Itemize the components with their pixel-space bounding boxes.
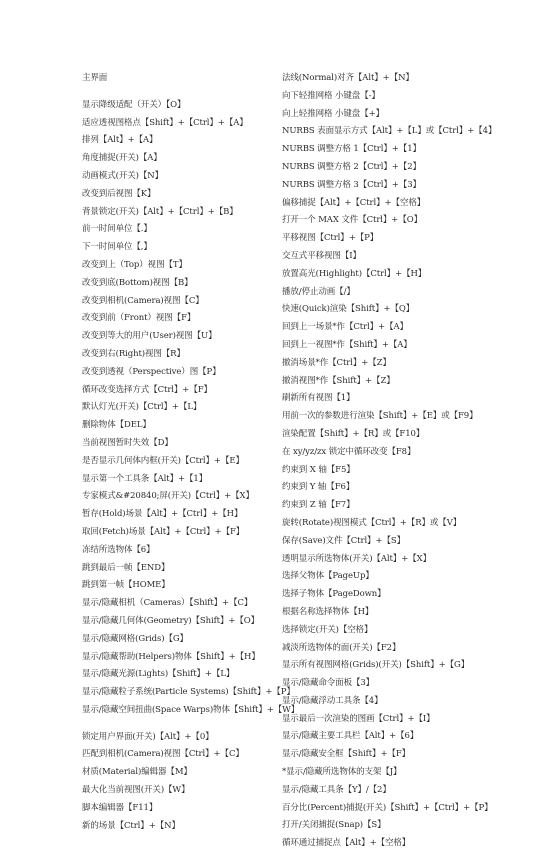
- left-column-line: 主界面: [82, 73, 108, 83]
- right-column-line: 播放/停止动画【/】: [282, 286, 355, 297]
- right-column-line: 法线(Normal)对齐【Alt】+【N】: [282, 73, 414, 83]
- left-column-line: 改变到底(Bottom)视图【B】: [82, 277, 193, 288]
- left-column-line: 最大化当前视图(开关)【W】: [82, 785, 190, 796]
- left-column-line: 显示/隐藏几何体(Geometry)【Shift】+【O】: [82, 615, 260, 626]
- right-column-line: 选择父物体【PageUp】: [282, 571, 374, 582]
- left-column: [82, 70, 300, 835]
- left-column-line: 适应透视图格点【Shift】+【Ctrl】+【A】: [82, 117, 248, 128]
- left-column-line: 默认灯光(开关)【Ctrl】+【L】: [82, 402, 202, 413]
- left-column-line: 改变到后视图【K】: [82, 188, 156, 199]
- left-column-line: 下一时间单位【,】: [82, 242, 152, 253]
- left-column-line: 改变到前（Front）视图【F】: [82, 313, 196, 324]
- left-column-line: 新的场景【Ctrl】+【N】: [82, 820, 180, 831]
- right-column-line: 旋转(Rotate)视图模式【Ctrl】+【R】或【V】: [282, 517, 462, 528]
- right-column-line: 显示/隐藏主要工具栏【Alt】+【6】: [282, 731, 419, 742]
- right-column-line: 向上轻推网格 小键盘【+】: [282, 108, 385, 119]
- right-column-line: 百分比(Percent)捕捉(开关)【Shift】+【Ctrl】+【P】: [282, 802, 493, 813]
- right-column-line: 撤消视图*作【Shift】+【Z】: [282, 375, 395, 386]
- left-column-line: 显示/隐藏空间扭曲(Space Warps)物体【Shift】+【W】: [82, 704, 300, 715]
- left-column-line: 跳到第一帧【HOME】: [82, 580, 170, 591]
- right-column-line: 显示/隐藏安全框【Shift】+【F】: [282, 749, 411, 760]
- left-column-line: 跳到最后一帧【END】: [82, 562, 170, 573]
- right-column-line: 回到上一场景*作【Ctrl】+【A】: [282, 322, 408, 333]
- left-column-line: 显示降级适配（开关）【O】: [82, 99, 186, 110]
- right-column-line: 快速(Quick)渲染【Shift】+【Q】: [282, 304, 415, 315]
- left-column-line: 改变到等大的用户(User)视图【U】: [82, 331, 217, 342]
- right-column-line: 选择子物体【PageDown】: [282, 589, 386, 600]
- right-column-line: 减淡所选物体的面(开关)【F2】: [282, 642, 401, 653]
- right-column-line: NURBS 表面显示方式【Alt】+【L】或【Ctrl】+【4】: [282, 126, 497, 137]
- left-column-line: 锁定用户界面(开关)【Alt】+【0】: [82, 731, 214, 742]
- left-column-line: 改变到相机(Camera)视图【C】: [82, 295, 204, 306]
- right-column-line: NURBS 调整方格 2【Ctrl】+【2】: [282, 161, 421, 172]
- right-column-line: 选择锁定(开关)【空格】: [282, 624, 373, 635]
- left-column-line: 动画模式(开关)【N】: [82, 170, 163, 181]
- left-column-line: 循环改变选择方式【Ctrl】+【F】: [82, 384, 212, 395]
- right-column-line: *显示/隐藏所选物体的支架【J】: [282, 767, 402, 778]
- right-column-line: 保存(Save)文件【Ctrl】+【S】: [282, 535, 406, 546]
- left-column-line: 显示/隐藏粒子系统(Particle Systems)【Shift】+【P】: [82, 687, 295, 698]
- right-column-line: 显示所有视图网格(Grids)(开关)【Shift】+【G】: [282, 660, 470, 671]
- right-column-line: 放置高光(Highlight)【Ctrl】+【H】: [282, 268, 427, 279]
- left-column-line: 取回(Fetch)场景【Alt】+【Ctrl】+【F】: [82, 526, 245, 537]
- right-column-line: 渲染配置【Shift】+【R】或【F10】: [282, 428, 425, 439]
- right-column-line: NURBS 调整方格 3【Ctrl】+【3】: [282, 179, 421, 190]
- right-column-line: 交互式平移视图【I】: [282, 250, 361, 261]
- right-column-line: 打开/关闭捕捉(Snap)【S】: [282, 820, 386, 831]
- left-column-line: 冻结所选物体【6】: [82, 544, 155, 555]
- left-column-line: 显示/隐藏网格(Grids)【G】: [82, 633, 188, 644]
- left-column-line: 匹配到相机(Camera)视图【Ctrl】+【C】: [82, 749, 244, 760]
- left-column-line: [82, 88, 272, 97]
- left-column-line: 显示/隐藏帮助(Helpers)物体【Shift】+【H】: [82, 651, 260, 662]
- left-column-line: 背景锁定(开关)【Alt】+【Ctrl】+【B】: [82, 206, 238, 217]
- right-column-line: 显示/隐藏浮动工具条【4】: [282, 695, 383, 706]
- left-column-line: 暂存(Hold)场景【Alt】+【Ctrl】+【H】: [82, 509, 243, 520]
- right-column-line: NURBS 调整方格 1【Ctrl】+【1】: [282, 144, 421, 155]
- right-column-line: 约束到 Z 轴【F7】: [282, 500, 355, 511]
- right-column-line: 撤消场景*作【Ctrl】+【Z】: [282, 357, 391, 368]
- right-column: [282, 70, 532, 853]
- left-column-line: 材质(Material)编辑器【M】: [82, 767, 192, 778]
- left-column-line: 显示/隐藏光源(Lights)【Shift】+【L】: [82, 669, 235, 680]
- right-column-line: 回到上一视图*作【Shift】+【A】: [282, 339, 412, 350]
- right-column-line: 透明显示所选物体(开关)【Alt】+【X】: [282, 553, 431, 564]
- right-column-line: 循环通过捕捉点【Alt】+【空格】: [282, 838, 411, 849]
- right-column-line: 平移视图【Ctrl】+【P】: [282, 233, 379, 244]
- right-column-line: 显示/隐藏命令面板【3】: [282, 678, 375, 689]
- left-column-line: 当前视图暂时失效【D】: [82, 437, 173, 448]
- right-column-line: 在 xy/yz/zx 锁定中循环改变【F8】: [282, 446, 416, 457]
- left-column-line: 角度捕捉(开关)【A】: [82, 153, 162, 164]
- right-column-line: 向下轻推网格 小键盘【-】: [282, 90, 380, 101]
- left-column-line: 专家模式&#20840;屏(开关)【Ctrl】+【X】: [82, 491, 254, 502]
- right-column-line: 偏移捕捉【Alt】+【Ctrl】+【空格】: [282, 197, 426, 208]
- left-column-line: 是否显示几何体内框(开关)【Ctrl】+【E】: [82, 455, 244, 466]
- left-column-line: [82, 720, 272, 729]
- right-column-line: 约束到 Y 轴【F6】: [282, 482, 355, 493]
- left-column-line: 改变到上（Top）视图【T】: [82, 259, 187, 270]
- left-column-line: 显示第一个工具条【Alt】+【1】: [82, 473, 208, 484]
- left-column-line: 删除物体【DEL】: [82, 420, 151, 431]
- left-column-line: 改变到透视（Perspective）图【P】: [82, 366, 221, 377]
- right-column-line: 用前一次的参数进行渲染【Shift】+【E】或【F9】: [282, 411, 478, 422]
- right-column-line: 根据名称选择物体【H】: [282, 606, 374, 617]
- left-column-line: 前一时间单位【.】: [82, 224, 152, 235]
- left-column-line: 排列【Alt】+【A】: [82, 135, 158, 146]
- right-column-line: 约束到 X 轴【F5】: [282, 464, 355, 475]
- right-column-line: 刷新所有视图【1】: [282, 393, 355, 404]
- right-column-line: 打开一个 MAX 文件【Ctrl】+【O】: [282, 215, 422, 226]
- right-column-line: 显示最后一次渲染的图画【Ctrl】+【I】: [282, 713, 435, 724]
- left-column-line: 脚本编辑器【F11】: [82, 802, 158, 813]
- left-column-line: 显示/隐藏相机（Cameras）【Shift】+【C】: [82, 598, 253, 609]
- right-column-line: 显示/隐藏工具条【Y】/【2】: [282, 784, 391, 795]
- left-column-line: 改变到右(Right)视图【R】: [82, 348, 185, 359]
